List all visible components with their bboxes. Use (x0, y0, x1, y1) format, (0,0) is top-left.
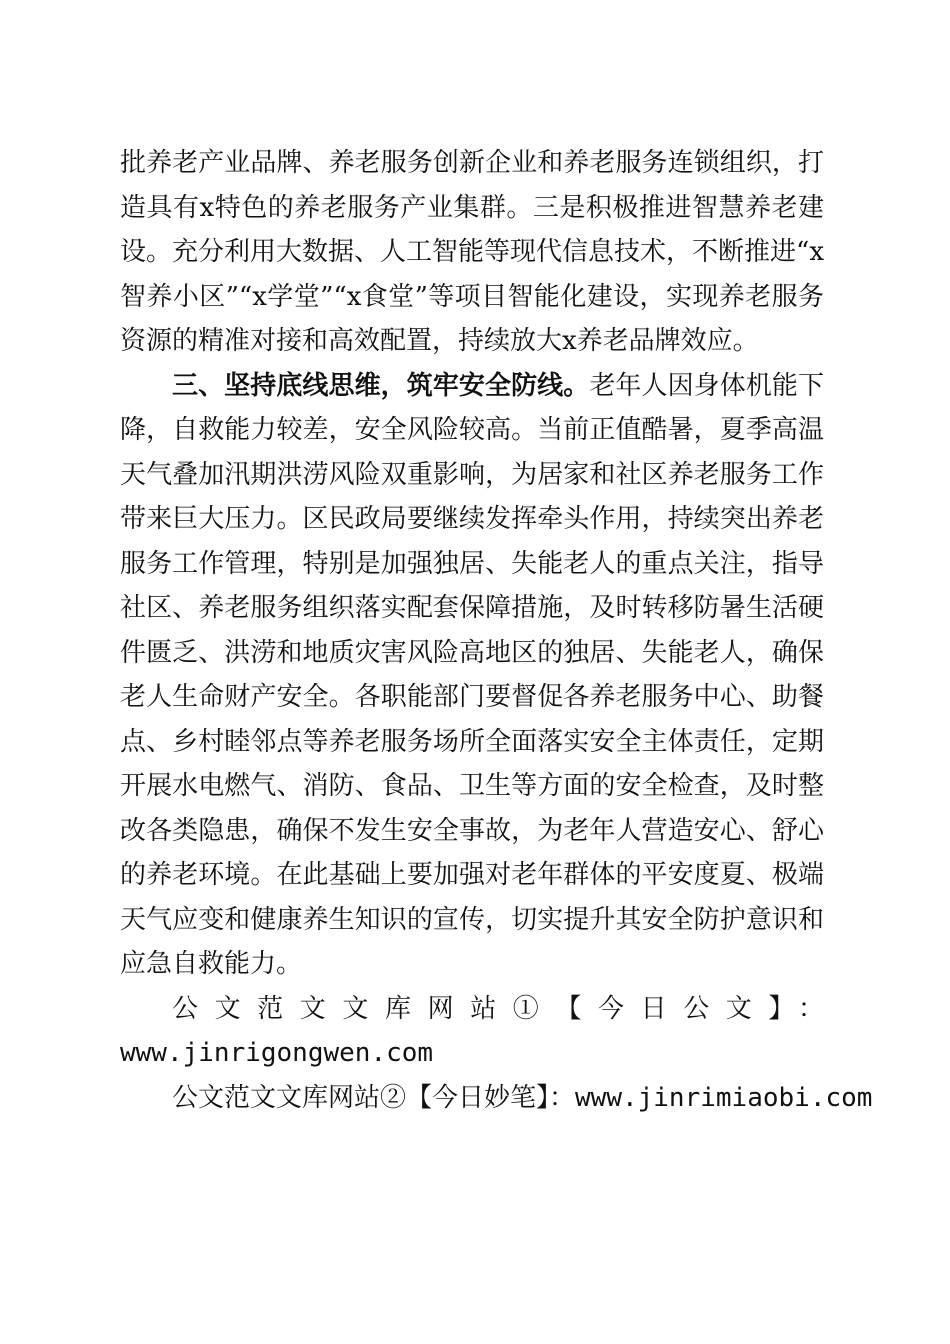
footer-site-two-label: 公文范文文库网站②【今日妙笔】： (172, 1082, 576, 1113)
footer-site-two (120, 1076, 873, 1121)
footer-site-one-url-line (120, 1031, 824, 1076)
section-three-body: 老年人因身体机能下降，自救能力较差，安全风险较高。当前正值酷暑，夏季高温天气叠加汛期洪涝风险双重影响，为居家和社区养老服务工作带来巨大压力。区民政局要继续发挥牵头作用，持续突出养老服务工作管理，特别是加强独居、失能老人的重点关注，指导社区、养老服务组织落实配套保障措施，及时转移防暑生活硬件匮乏、洪涝和地质灾害风险高地区的独居、失能老人，确保老人生命财产安全。各职能部门要督促各养老服务中心、助餐点、乡村睦邻点等养老服务场所全面落实安全主体责任，定期开展水电燃气、消防、食品、卫生等方面的安全检查，及时整改各类隐患，确保不发生安全事故，为老年人营造安心、舒心的养老环境。在此基础上要加强对老年群体的平安度夏、极端天气应变和健康养生知识的宣传，切实提升其安全防护意识和应急自救能力。 (120, 370, 824, 979)
document-page (120, 141, 873, 1120)
footer-site-one-url[interactable]: www.jinrigongwen.com (120, 1038, 434, 1068)
footer-site-one-label: 公文范文文库网站①【今日公文】： (172, 993, 824, 1024)
footer-site-two-url[interactable]: www.jinrimiaobi.com (575, 1082, 873, 1113)
paragraph-continuation: 批养老产业品牌、养老服务创新企业和养老服务连锁组织，打造具有x特色的养老服务产业集群。三是积极推进智慧养老建设。充分利用大数据、人工智能等现代信息技术，不断推进“x智养小区”“x学堂”“x食堂”等项目智能化建设，实现养老服务资源的精准对接和高效配置，持续放大x养老品牌效应。 (120, 148, 824, 356)
paragraph-section-three (120, 364, 824, 987)
section-three-heading: 三、坚持底线思维，筑牢安全防线。 (172, 370, 590, 401)
